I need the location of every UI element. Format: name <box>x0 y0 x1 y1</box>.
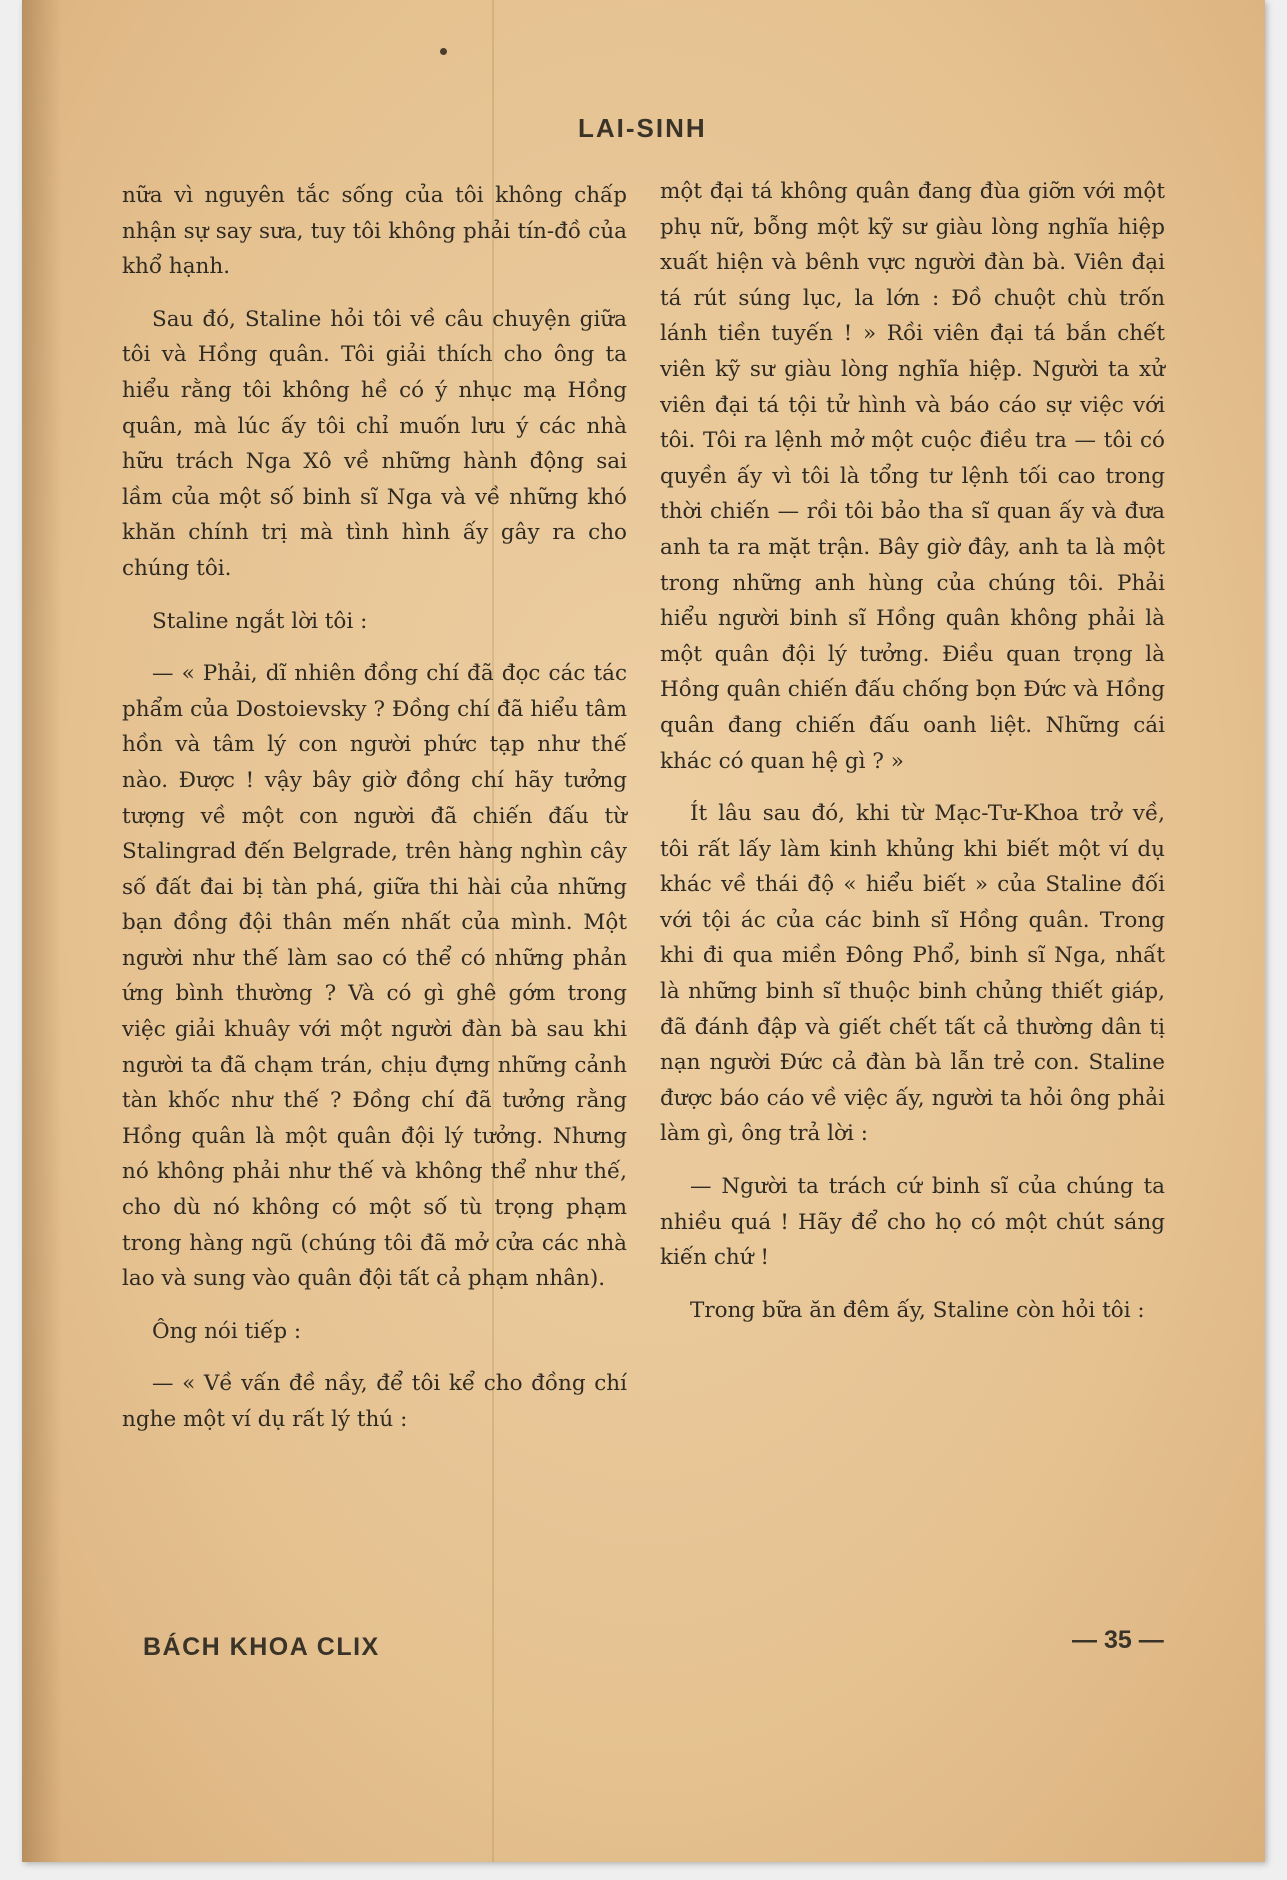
paragraph: — Người ta trách cứ binh sĩ của chúng ta nhiều quá ! Hãy để cho họ có một chút sáng kiến chứ ! <box>660 1174 1165 1271</box>
running-title: LAI-SINH <box>578 113 707 143</box>
page-number: — 35 — <box>1072 1626 1164 1654</box>
paragraph: Ít lâu sau đó, khi từ Mạc-Tư-Khoa trở về, tôi rất lấy làm kinh khủng khi biết một ví dụ khác về thái độ « hiểu biết » của Staline đối với tội ác của các binh sĩ Hồng quân. Trong khi đi qua miền Đông Phổ, binh sĩ Nga, nhất là những binh sĩ thuộc binh chủng thiết giáp, đã đánh đập và giết chết tất cả thường dân tị nạn người Đức cả đàn bà lẫn trẻ con. Staline được báo cáo về việc ấy, người ta hỏi ông phải làm gì, ông trả lời : <box>660 801 1165 1147</box>
paragraph: nữa vì nguyên tắc sống của tôi không chấp nhận sự say sưa, tuy tôi không phải tín-đồ của khổ hạnh. <box>122 183 627 280</box>
paragraph: — « Về vấn đề nầy, để tôi kể cho đồng chí nghe một ví dụ rất lý thú : <box>122 1371 627 1432</box>
ink-dot <box>440 48 447 55</box>
right-column <box>660 174 1165 1345</box>
paragraph: Ông nói tiếp : <box>152 1318 302 1344</box>
paragraph: Staline ngắt lời tôi : <box>152 608 368 634</box>
paragraph: — « Phải, dĩ nhiên đồng chí đã đọc các tác phẩm của Dostoievsky ? Đồng chí đã hiểu tâm hồn và tâm lý con người phức tạp như thế nào. Được ! vậy bây giờ đồng chí hãy tưởng tượng về một con người đã chiến đấu từ Stalingrad đến Belgrade, trên hàng nghìn cây số đất đai bị tàn phá, giữa thi hài của những bạn đồng đội thân mến nhất của mình. Một người như thế làm sao có thể có những phản ứng bình thường ? Và có gì ghê gớm trong việc giải khuây với một người đàn bà sau khi người ta đã chạm trán, chịu đựng những cảnh tàn khốc như thế ? Đồng chí đã tưởng rằng Hồng quân là một quân đội lý tưởng. Nhưng nó không phải như thế và không thể như thế, cho dù nó không có một số tù trọng phạm trong hàng ngũ (chúng tôi đã mở cửa các nhà lao và sung vào quân đội tất cả phạm nhân). <box>122 661 627 1292</box>
left-column <box>122 178 627 1455</box>
paragraph: Trong bữa ăn đêm ấy, Staline còn hỏi tôi : <box>690 1297 1145 1323</box>
paragraph: một đại tá không quân đang đùa giỡn với một phụ nữ, bỗng một kỹ sư giàu lòng nghĩa hiệp xuất hiện và bênh vực người đàn bà. Viên đại tá rút súng lục, la lớn : Đồ chuột chù trốn lánh tiền tuyến ! » Rồi viên đại tá bắn chết viên kỹ sư giàu lòng nghĩa hiệp. Người ta xử viên đại tá tội tử hình và báo cáo sự việc với tôi. Tôi ra lệnh mở một cuộc điều tra — tôi có quyền ấy vì tôi là tổng tư lệnh tối cao trong thời chiến — rồi tôi bảo tha sĩ quan ấy và đưa anh ta ra mặt trận. Bây giờ đây, anh ta là một trong những anh hùng của chúng tôi. Phải hiểu người binh sĩ Hồng quân không phải là một quân đội lý tưởng. Điều quan trọng là Hồng quân chiến đấu chống bọn Đức và Hồng quân đang chiến đấu oanh liệt. Những cái khác có quan hệ gì ? » <box>660 179 1165 774</box>
magazine-name: BÁCH KHOA CLIX <box>143 1633 380 1661</box>
paragraph: Sau đó, Staline hỏi tôi về câu chuyện giữa tôi và Hồng quân. Tôi giải thích cho ông ta hiểu rằng tôi không hề có ý nhục mạ Hồng quân, mà lúc ấy tôi chỉ muốn lưu ý các nhà hữu trách Nga Xô về những hành động sai lầm của một số binh sĩ Nga và về những khó khăn chính trị mà tình hình ấy gây ra cho chúng tôi. <box>122 306 627 581</box>
scanned-page <box>22 0 1265 1862</box>
